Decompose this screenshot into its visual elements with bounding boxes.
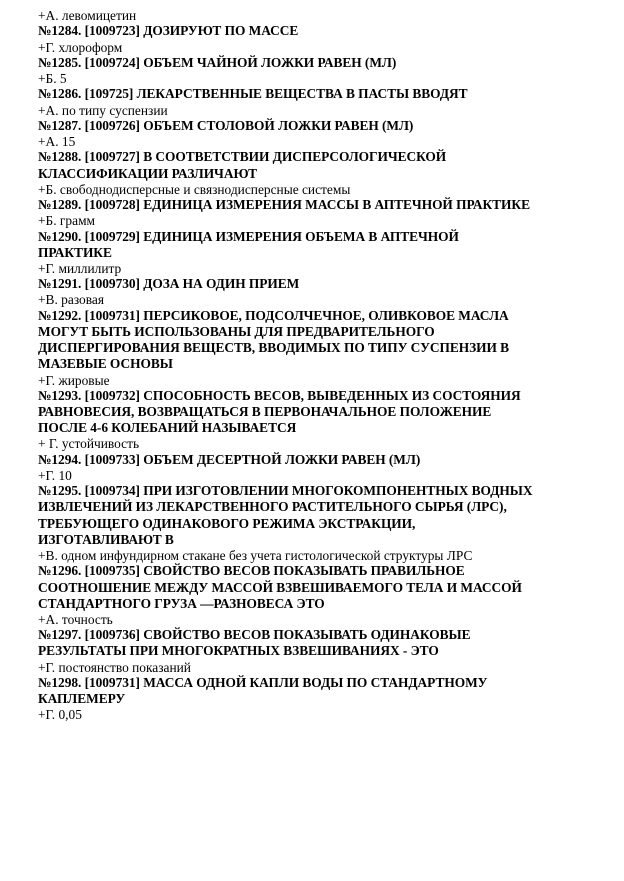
- question-line: №1298. [1009731] МАССА ОДНОЙ КАПЛИ ВОДЫ ПО СТАНДАРТНОМУ: [38, 674, 488, 690]
- question-line: №1297. [1009736] СВОЙСТВО ВЕСОВ ПОКАЗЫВАТЬ ОДИНАКОВЫЕ: [38, 627, 471, 643]
- answer-line: +В. разовая: [38, 292, 104, 308]
- answer-line: +Б. 5: [38, 71, 67, 86]
- question-line: ИЗВЛЕЧЕНИЙ ИЗ ЛЕКАРСТВЕННОГО РАСТИТЕЛЬНОГО СЫРЬЯ (ЛРС),: [38, 499, 507, 515]
- answer-line: +А. точность: [38, 611, 113, 627]
- question-line: ИЗГОТАВЛИВАЮТ В: [38, 531, 174, 547]
- question-line: №1287. [1009726] ОБЪЕМ СТОЛОВОЙ ЛОЖКИ РАВЕН (МЛ): [38, 117, 414, 133]
- answer-line: +Г. жировые: [38, 372, 110, 388]
- answer-line: +Г. постоянство показаний: [38, 659, 191, 675]
- question-line: ПОСЛЕ 4-6 КОЛЕБАНИЙ НАЗЫВАЕТСЯ: [38, 420, 297, 436]
- question-line: №1284. [1009723] ДОЗИРУЮТ ПО МАССЕ: [38, 23, 299, 39]
- question-line: №1285. [1009724] ОБЪЕМ ЧАЙНОЙ ЛОЖКИ РАВЕН (МЛ): [38, 54, 397, 70]
- question-line: ПРАКТИКЕ: [38, 244, 112, 260]
- answer-line: +Г. 0,05: [38, 707, 82, 723]
- answer-line: +Г. 10: [38, 467, 72, 483]
- answer-line: +А. 15: [38, 134, 76, 149]
- question-line: №1289. [1009728] ЕДИНИЦА ИЗМЕРЕНИЯ МАССЫ В АПТЕЧНОЙ ПРАКТИКЕ: [38, 197, 530, 212]
- question-line: СООТНОШЕНИЕ МЕЖДУ МАССОЙ ВЗВЕШИВАЕМОГО ТЕЛА И МАССОЙ: [38, 579, 522, 595]
- answer-line: +А. левомицетин: [38, 8, 137, 23]
- question-line: РЕЗУЛЬТАТЫ ПРИ МНОГОКРАТНЫХ ВЗВЕШИВАНИЯХ - ЭТО: [38, 643, 439, 659]
- question-line: ТРЕБУЮЩЕГО ОДИНАКОВОГО РЕЖИМА ЭКСТРАКЦИИ,: [38, 515, 416, 531]
- answer-line: +Г. хлороформ: [38, 39, 123, 55]
- question-line: №1295. [1009734] ПРИ ИЗГОТОВЛЕНИИ МНОГОКОМПОНЕНТНЫХ ВОДНЫХ: [38, 483, 533, 499]
- question-line: ДИСПЕРГИРОВАНИЯ ВЕЩЕСТВ, ВВОДИМЫХ ПО ТИПУ СУСПЕНЗИИ В: [38, 340, 510, 356]
- answer-line: +А. по типу суспензии: [38, 102, 168, 118]
- question-line: №1294. [1009733] ОБЪЕМ ДЕСЕРТНОЙ ЛОЖКИ РАВЕН (МЛ): [38, 451, 421, 467]
- question-line: №1292. [1009731] ПЕРСИКОВОЕ, ПОДСОЛЧЕЧНОЕ, ОЛИВКОВОЕ МАСЛА: [38, 307, 509, 323]
- question-line: №1291. [1009730] ДОЗА НА ОДИН ПРИЕМ: [38, 276, 300, 292]
- question-line: №1293. [1009732] СПОСОБНОСТЬ ВЕСОВ, ВЫВЕДЕННЫХ ИЗ СОСТОЯНИЯ: [38, 387, 521, 403]
- question-line: СТАНДАРТНОГО ГРУЗА —РАЗНОВЕСА ЭТО: [38, 595, 325, 611]
- question-line: КАПЛЕМЕРУ: [38, 691, 126, 707]
- question-line: №1290. [1009729] ЕДИНИЦА ИЗМЕРЕНИЯ ОБЪЕМА В АПТЕЧНОЙ: [38, 228, 459, 244]
- answer-line: +Г. миллилитр: [38, 260, 122, 276]
- question-line: №1286. [109725] ЛЕКАРСТВЕННЫЕ ВЕЩЕСТВА В ПАСТЫ ВВОДЯТ: [38, 86, 468, 102]
- question-line: РАВНОВЕСИЯ, ВОЗВРАЩАТЬСЯ В ПЕРВОНАЧАЛЬНОЕ ПОЛОЖЕНИЕ: [38, 404, 492, 420]
- answer-line: +В. одном инфундирном стакане без учета гистологической структуры ЛРС: [38, 548, 473, 564]
- question-line: МОГУТ БЫТЬ ИСПОЛЬЗОВАНЫ ДЛЯ ПРЕДВАРИТЕЛЬНОГО: [38, 323, 435, 339]
- question-line: МАЗЕВЫЕ ОСНОВЫ: [38, 356, 173, 372]
- question-line: №1296. [1009735] СВОЙСТВО ВЕСОВ ПОКАЗЫВАТЬ ПРАВИЛЬНОЕ: [38, 563, 465, 579]
- document-page: [38, 8, 598, 723]
- question-line: №1288. [1009727] В СООТВЕТСТВИИ ДИСПЕРСОЛОГИЧЕСКОЙ: [38, 149, 447, 165]
- answer-line: +Б. грамм: [38, 213, 96, 229]
- answer-line: +Б. свободнодисперсные и связнодисперсные системы: [38, 181, 351, 197]
- question-line: КЛАССИФИКАЦИИ РАЗЛИЧАЮТ: [38, 165, 258, 181]
- answer-line: + Г. устойчивость: [38, 436, 140, 452]
